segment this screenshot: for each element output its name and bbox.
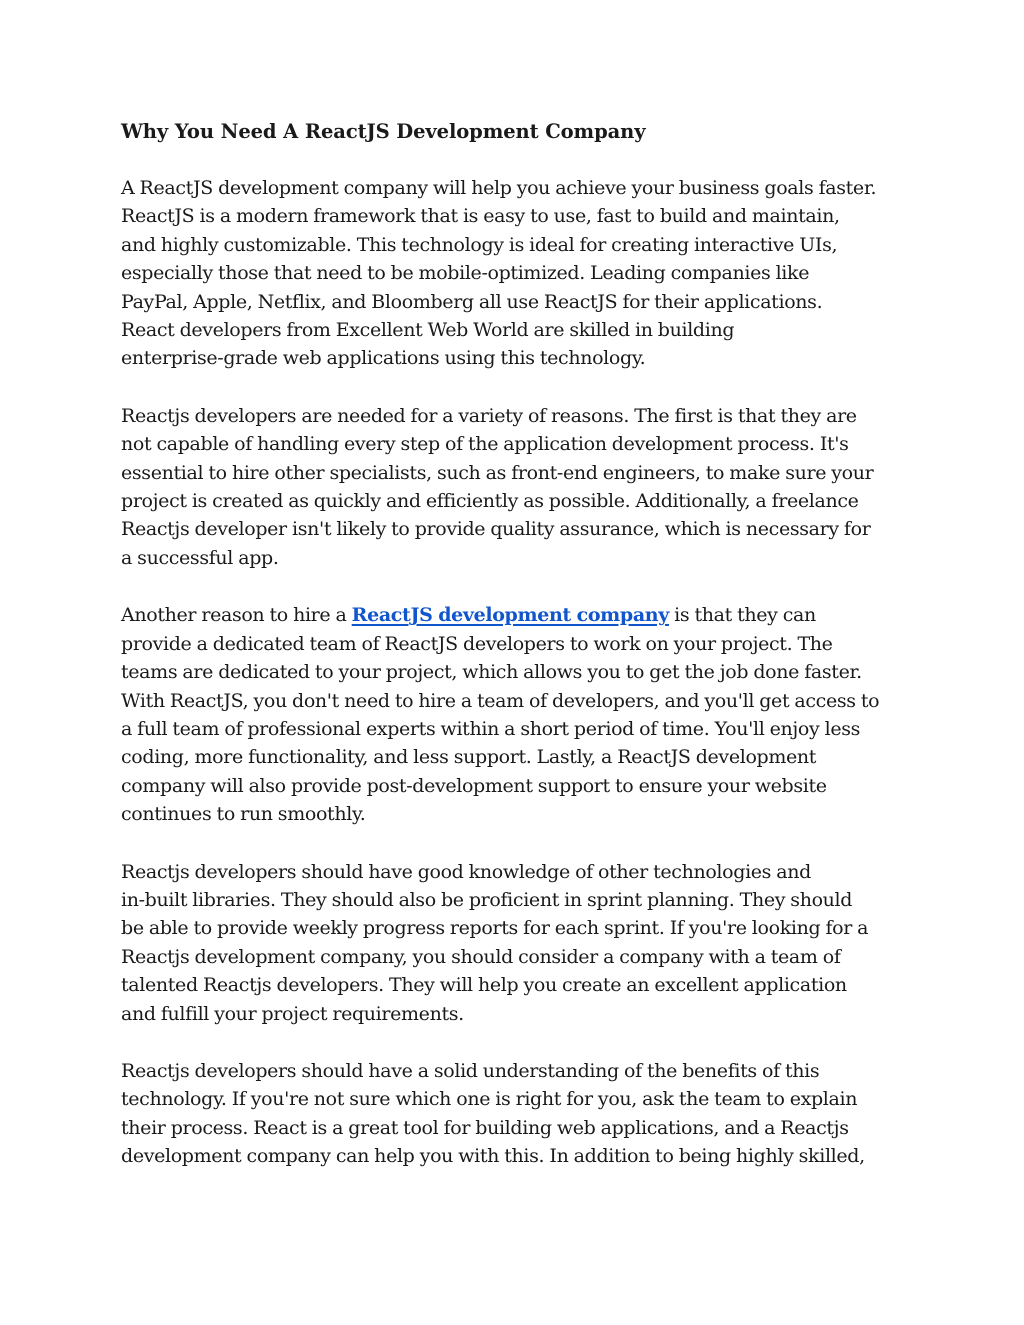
paragraph-3 [121, 601, 911, 828]
text-line: teams are dedicated to your project, which allows you to get the job done faster. [121, 661, 862, 684]
text-line: development company can help you with this. In addition to being highly skilled, [121, 1145, 865, 1168]
text-line: be able to provide weekly progress reports for each sprint. If you're looking for a [121, 917, 869, 940]
text-line: Reactjs developers should have a solid understanding of the benefits of this [121, 1059, 820, 1082]
document-body [121, 118, 911, 1200]
paragraph-2 [121, 402, 911, 572]
paragraph-1 [121, 174, 911, 373]
text-line: project is created as quickly and efficiently as possible. Additionally, a freelance [121, 490, 859, 513]
text-line: not capable of handling every step of the application development process. It's [121, 433, 849, 456]
text-line: With ReactJS, you don't need to hire a team of developers, and you'll get access to [121, 689, 880, 712]
text-line: and highly customizable. This technology is ideal for creating interactive UIs, [121, 233, 838, 256]
text-line: continues to run smoothly. [121, 803, 366, 826]
text-line: Reactjs development company, you should consider a company with a team of [121, 945, 841, 968]
text-before-link: Another reason to hire a [121, 604, 352, 627]
paragraph-5 [121, 1057, 911, 1171]
text-line: Reactjs developers should have good knowledge of other technologies and [121, 860, 811, 883]
text-line: enterprise-grade web applications using this technology. [121, 347, 646, 370]
text-line: PayPal, Apple, Netflix, and Bloomberg all use ReactJS for their applications. [121, 290, 823, 313]
text-line: coding, more functionality, and less support. Lastly, a ReactJS development [121, 746, 817, 769]
text-line: talented Reactjs developers. They will help you create an excellent application [121, 974, 847, 997]
text-after-link: is that they can [668, 604, 816, 627]
paragraph-4 [121, 858, 911, 1028]
text-line: ReactJS is a modern framework that is easy to use, fast to build and maintain, [121, 205, 840, 228]
text-line: provide a dedicated team of ReactJS developers to work on your project. The [121, 632, 833, 655]
text-line: a full team of professional experts within a short period of time. You'll enjoy less [121, 717, 861, 740]
document-title: Why You Need A ReactJS Development Company [121, 120, 646, 143]
text-line: React developers from Excellent Web World are skilled in building [121, 319, 735, 342]
text-line: company will also provide post-development support to ensure your website [121, 774, 827, 797]
text-line: Reactjs developer isn't likely to provide quality assurance, which is necessary for [121, 518, 871, 541]
text-line: Reactjs developers are needed for a variety of reasons. The first is that they are [121, 404, 857, 427]
text-line: technology. If you're not sure which one is right for you, ask the team to explain [121, 1088, 858, 1111]
text-line: especially those that need to be mobile-optimized. Leading companies like [121, 262, 810, 285]
text-line-with-link [121, 601, 911, 629]
reactjs-development-company-link[interactable]: ReactJS development company [351, 604, 669, 627]
text-line: in-built libraries. They should also be proficient in sprint planning. They should [121, 888, 853, 911]
text-line: A ReactJS development company will help you achieve your business goals faster. [121, 177, 877, 199]
text-line: their process. React is a great tool for building web applications, and a Reactjs [121, 1116, 849, 1139]
text-line: essential to hire other specialists, such as front-end engineers, to make sure your [121, 461, 874, 484]
text-line: a successful app. [121, 546, 279, 569]
text-line: and fulfill your project requirements. [121, 1002, 464, 1025]
